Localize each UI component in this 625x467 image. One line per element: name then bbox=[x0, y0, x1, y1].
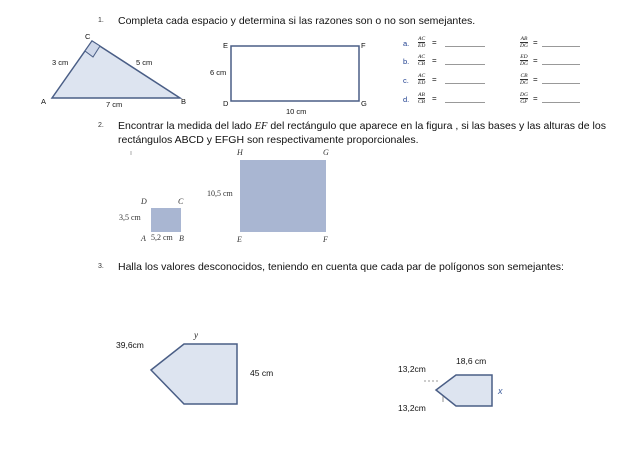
rect-height: 6 cm bbox=[210, 68, 227, 77]
big-poly-left: 39,6cm bbox=[116, 340, 144, 350]
small-rectangle-abcd bbox=[151, 208, 181, 232]
small-poly-top: 18,6 cm bbox=[456, 356, 487, 366]
vertex-c: C bbox=[85, 32, 91, 41]
q2-text-line2: rectángulos ABCD y EFGH son respectivamente proporcionales. bbox=[118, 134, 419, 146]
q1-number: 1. bbox=[98, 17, 104, 24]
ratio-fraction: AC CB bbox=[418, 54, 426, 67]
q1-text: Completa cada espacio y determina si las razones son o no son semejantes. bbox=[118, 15, 476, 27]
ratio-fraction: AC ED bbox=[418, 73, 426, 86]
ratio-fraction: AC ED bbox=[418, 36, 426, 49]
q2-text-line1: Encontrar la medida del lado EF del rectángulo que aparece en la figura , si las bases y las alturas de los bbox=[118, 120, 606, 132]
equals-sign: = bbox=[432, 94, 437, 103]
vertex-e: E bbox=[223, 41, 229, 50]
ratio-letter: d. bbox=[403, 95, 410, 104]
small-poly-left-bottom: 13,2cm bbox=[398, 403, 426, 413]
side-ab: 7 cm bbox=[106, 100, 123, 109]
vertex-e-big: E bbox=[237, 235, 242, 244]
vertex-a-small: A bbox=[141, 234, 146, 243]
answer-blank[interactable] bbox=[542, 102, 580, 103]
vertex-c-small: C bbox=[178, 197, 184, 206]
small-pentagon bbox=[436, 375, 492, 406]
ratio-fraction: CB DG bbox=[520, 73, 528, 86]
side-cb: 5 cm bbox=[136, 58, 153, 67]
q3-text: Halla los valores desconocidos, teniendo en cuenta que cada par de polígonos son semejantes: bbox=[118, 261, 564, 273]
answer-blank[interactable] bbox=[445, 83, 485, 84]
q2-number: 2. bbox=[98, 122, 104, 129]
side-ac: 3 cm bbox=[52, 58, 69, 67]
answer-blank[interactable] bbox=[445, 102, 485, 103]
equals-sign: = bbox=[432, 56, 437, 65]
vertex-f: F bbox=[361, 41, 366, 50]
vertex-h: H bbox=[237, 148, 243, 157]
ratio-fraction: ED DG bbox=[520, 54, 528, 67]
vertex-b: B bbox=[181, 97, 187, 106]
big-poly-top: y bbox=[194, 330, 198, 340]
ratio-fraction: AB CB bbox=[418, 92, 426, 105]
ratio-fraction: AB DG bbox=[520, 36, 528, 49]
big-poly-right: 45 cm bbox=[250, 368, 274, 378]
small-rect-height: 3,5 cm bbox=[119, 213, 141, 222]
rect-width: 10 cm bbox=[286, 107, 307, 116]
small-poly-right: x bbox=[498, 386, 503, 396]
vertex-g-big: G bbox=[323, 148, 329, 157]
triangle-abc bbox=[52, 41, 180, 98]
equals-sign: = bbox=[533, 38, 538, 47]
ratio-fraction: DG GF bbox=[520, 92, 528, 105]
big-pentagon bbox=[151, 344, 237, 404]
answer-blank[interactable] bbox=[445, 64, 485, 65]
small-poly-left-top: 13,2cm bbox=[398, 364, 426, 374]
equals-sign: = bbox=[432, 75, 437, 84]
small-rect-base: 5,2 cm bbox=[151, 233, 173, 242]
vertex-d-small: D bbox=[141, 197, 147, 206]
answer-blank[interactable] bbox=[542, 64, 580, 65]
vertex-d: D bbox=[223, 99, 229, 108]
ratio-letter: b. bbox=[403, 57, 410, 66]
vertex-b-small: B bbox=[179, 234, 184, 243]
big-rectangle-efgh bbox=[240, 160, 326, 232]
answer-blank[interactable] bbox=[542, 46, 580, 47]
equals-sign: = bbox=[432, 38, 437, 47]
equals-sign: = bbox=[533, 94, 538, 103]
vertex-g: G bbox=[361, 99, 367, 108]
equals-sign: = bbox=[533, 56, 538, 65]
ratio-letter: a. bbox=[403, 39, 410, 48]
rectangle-efgd bbox=[231, 46, 359, 101]
q3-number: 3. bbox=[98, 263, 104, 270]
ratio-letter: c. bbox=[403, 76, 409, 85]
big-rect-height: 10,5 cm bbox=[207, 189, 233, 198]
answer-blank[interactable] bbox=[542, 83, 580, 84]
vertex-f-big: F bbox=[323, 235, 328, 244]
vertex-a: A bbox=[41, 97, 47, 106]
answer-blank[interactable] bbox=[445, 46, 485, 47]
equals-sign: = bbox=[533, 75, 538, 84]
